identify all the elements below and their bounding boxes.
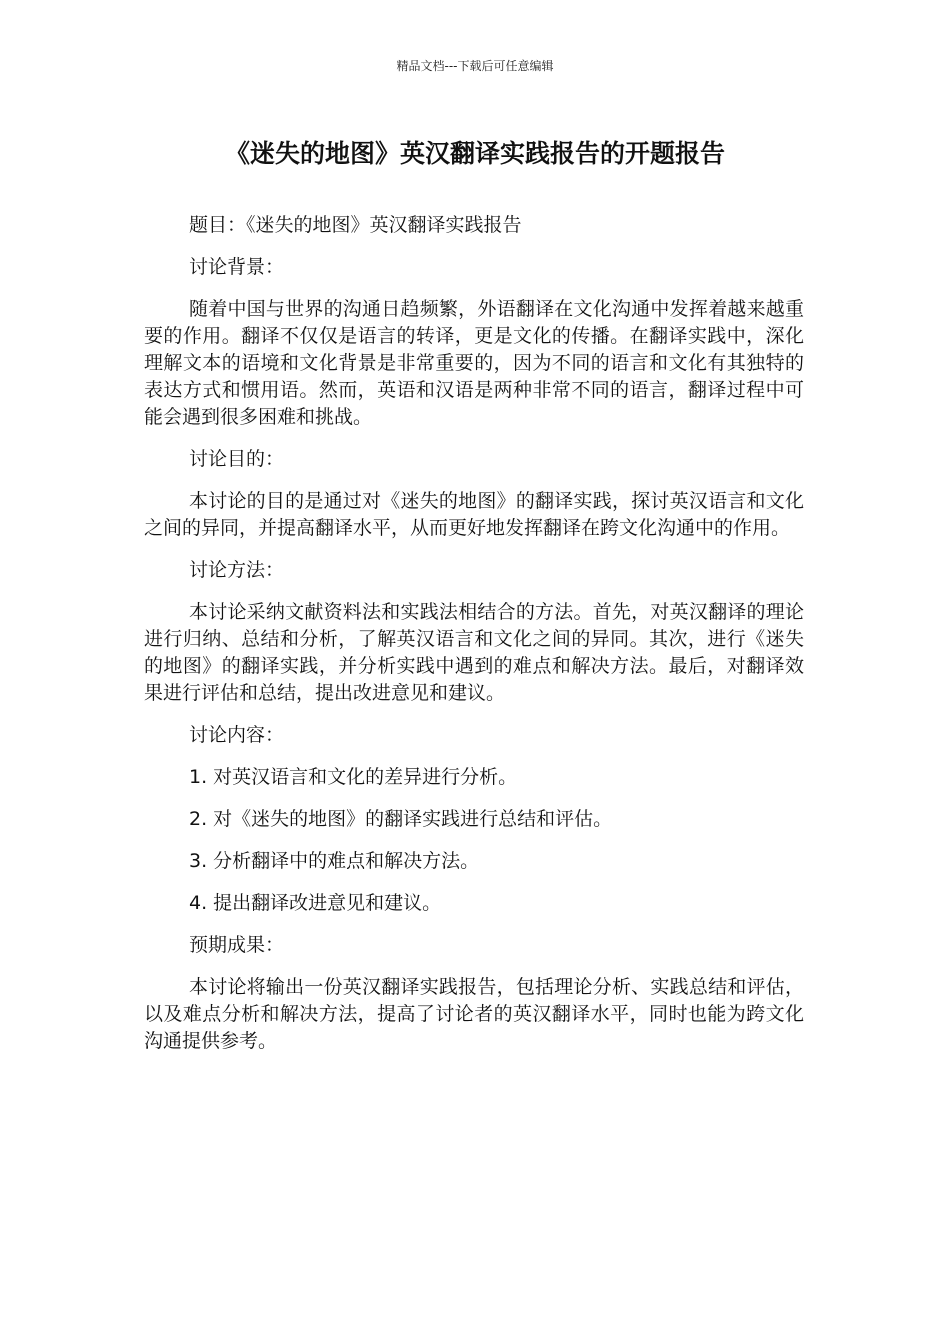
paragraph-method: 本讨论采纳文献资料法和实践法相结合的方法。首先，对英汉翻译的理论进行归纳、总结和分析，了解英汉语言和文化之间的异同。其次，进行《迷失的地图》的翻译实践，并分析实践中遇到的难点和解决方法。最后，对翻译效果进行评估和总结，提出改进意见和建议。 (144, 601, 804, 704)
content-item-2: 2. 对《迷失的地图》的翻译实践进行总结和评估。 (189, 808, 613, 830)
section-heading-results: 预期成果： (189, 934, 285, 956)
header-note: 精品文档---下载后可任意编辑 (396, 59, 554, 73)
content-item-4: 4. 提出翻译改进意见和建议。 (189, 892, 442, 914)
section-heading-method: 讨论方法： (189, 559, 285, 581)
paragraph-results: 本讨论将输出一份英汉翻译实践报告，包括理论分析、实践总结和评估，以及难点分析和解决方法，提高了讨论者的英汉翻译水平，同时也能为跨文化沟通提供参考。 (144, 976, 804, 1052)
section-heading-content: 讨论内容： (189, 724, 285, 746)
section-heading-background: 讨论背景： (189, 256, 285, 278)
paragraph-background: 随着中国与世界的沟通日趋频繁，外语翻译在文化沟通中发挥着越来越重要的作用。翻译不仅仅是语言的转译，更是文化的传播。在翻译实践中，深化理解文本的语境和文化背景是非常重要的，因为不同的语言和文化有其独特的表达方式和惯用语。然而，英语和汉语是两种非常不同的语言，翻译过程中可能会遇到很多困难和挑战。 (144, 298, 804, 428)
topic-line: 题目：《迷失的地图》英汉翻译实践报告 (189, 214, 522, 236)
content-item-3: 3. 分析翻译中的难点和解决方法。 (189, 850, 480, 872)
paragraph-purpose: 本讨论的目的是通过对《迷失的地图》的翻译实践，探讨英汉语言和文化之间的异同，并提高翻译水平，从而更好地发挥翻译在跨文化沟通中的作用。 (144, 490, 804, 539)
document-body (144, 212, 804, 1070)
section-heading-purpose: 讨论目的： (189, 448, 285, 470)
document-title: 《迷失的地图》英汉翻译实践报告的开题报告 (224, 139, 725, 168)
content-item-1: 1. 对英汉语言和文化的差异进行分析。 (189, 766, 518, 788)
